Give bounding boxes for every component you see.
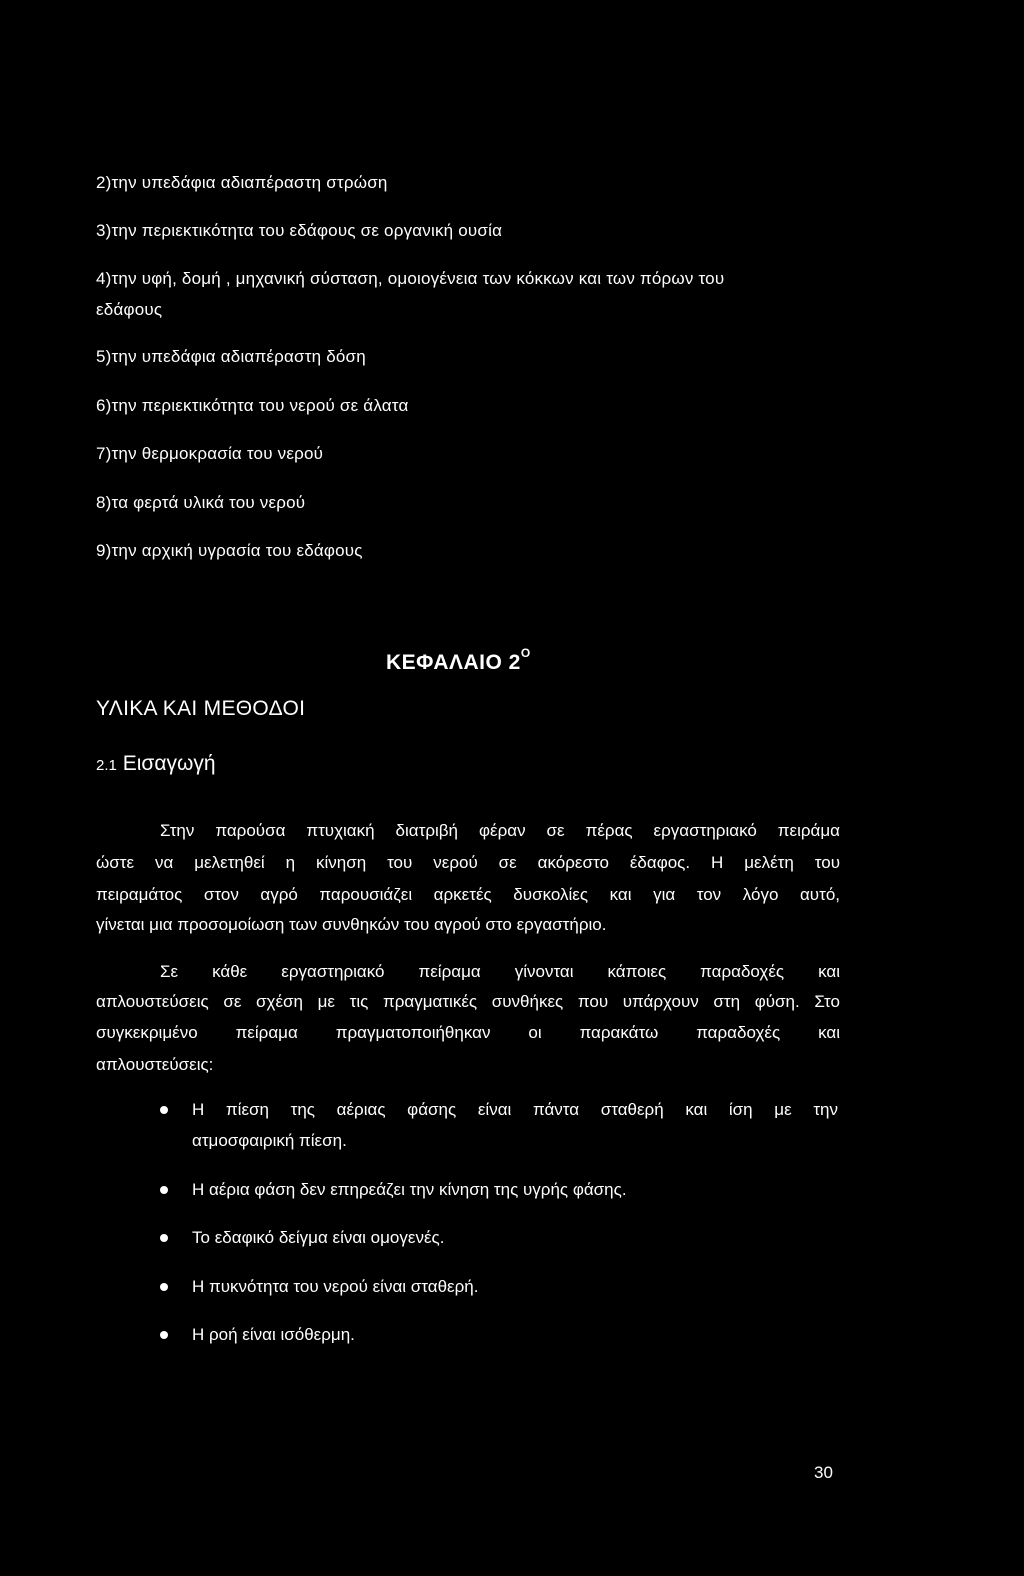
bullet-item-5: Η ροή είναι ισόθερμη. (192, 1325, 355, 1344)
list-item-8: 8)τα φερτά υλικά του νερού (96, 493, 306, 512)
list-item-9: 9)την αρχική υγρασία του εδάφους (96, 541, 363, 560)
page-number: 30 (814, 1463, 833, 1482)
bullet-icon (160, 1186, 168, 1194)
subsection-heading (96, 752, 216, 776)
subsection-number: 2.1 (96, 757, 117, 774)
list-item-5: 5)την υπεδάφια αδιαπέραστη δόση (96, 347, 366, 366)
paragraph-1-line: ώστε να μελετηθεί η κίνηση του νερού σε ακόρεστο έδαφος. Η μελέτη του (96, 853, 840, 872)
bullet-icon (160, 1234, 168, 1242)
chapter-superscript: Ο (520, 646, 531, 660)
section-title: ΥΛΙΚΑ ΚΑΙ ΜΕΘΟΔΟΙ (96, 697, 306, 720)
bullet-item-1-continued: ατμοσφαιρική πίεση. (192, 1131, 347, 1150)
subsection-title: Εισαγωγή (122, 752, 216, 775)
chapter-title: ΚΕΦΑΛΑΙΟ 2 (386, 651, 521, 674)
list-item-4-continued: εδάφους (96, 300, 163, 319)
list-item-3: 3)την περιεκτικότητα του εδάφους σε οργανική ουσία (96, 221, 503, 240)
bullet-icon (160, 1331, 168, 1339)
bullet-icon (160, 1106, 168, 1114)
paragraph-2-line: απλουστεύσεις: (96, 1055, 214, 1074)
paragraph-1-line: γίνεται μια προσομοίωση των συνθηκών του αγρού στο εργαστήριο. (96, 915, 607, 934)
paragraph-2-line: συγκεκριμένο πείραμα πραγματοποιήθηκαν οι παρακάτω παραδοχές και (96, 1023, 840, 1042)
bullet-item-1: Η πίεση της αέριας φάσης είναι πάντα σταθερή και ίση με την (192, 1100, 838, 1119)
paragraph-2-line: απλουστεύσεις σε σχέση με τις πραγματικές συνθήκες που υπάρχουν στη φύση. Στο (96, 992, 840, 1011)
list-item-7: 7)την θερμοκρασία του νερού (96, 444, 324, 463)
bullet-item-2: Η αέρια φάση δεν επηρεάζει την κίνηση της υγρής φάσης. (192, 1180, 627, 1199)
bullet-item-3: Το εδαφικό δείγμα είναι ομογενές. (192, 1228, 445, 1247)
paragraph-1-line: πειραμάτος στον αγρό παρουσιάζει αρκετές δυσκολίες και για τον λόγο αυτό, (96, 885, 840, 904)
bullet-icon (160, 1283, 168, 1291)
paragraph-2-line: Σε κάθε εργαστηριακό πείραμα γίνονται κάποιες παραδοχές και (160, 962, 840, 981)
list-item-4: 4)την υφή, δομή , μηχανική σύσταση, ομοιογένεια των κόκκων και των πόρων του (96, 269, 725, 288)
paragraph-1-line: Στην παρούσα πτυχιακή διατριβή φέραν σε πέρας εργαστηριακό πειράμα (160, 821, 840, 840)
list-item-6: 6)την περιεκτικότητα του νερού σε άλατα (96, 396, 409, 415)
list-item-2: 2)την υπεδάφια αδιαπέραστη στρώση (96, 173, 388, 192)
bullet-item-4: Η πυκνότητα του νερού είναι σταθερή. (192, 1277, 479, 1296)
chapter-heading (386, 646, 531, 675)
